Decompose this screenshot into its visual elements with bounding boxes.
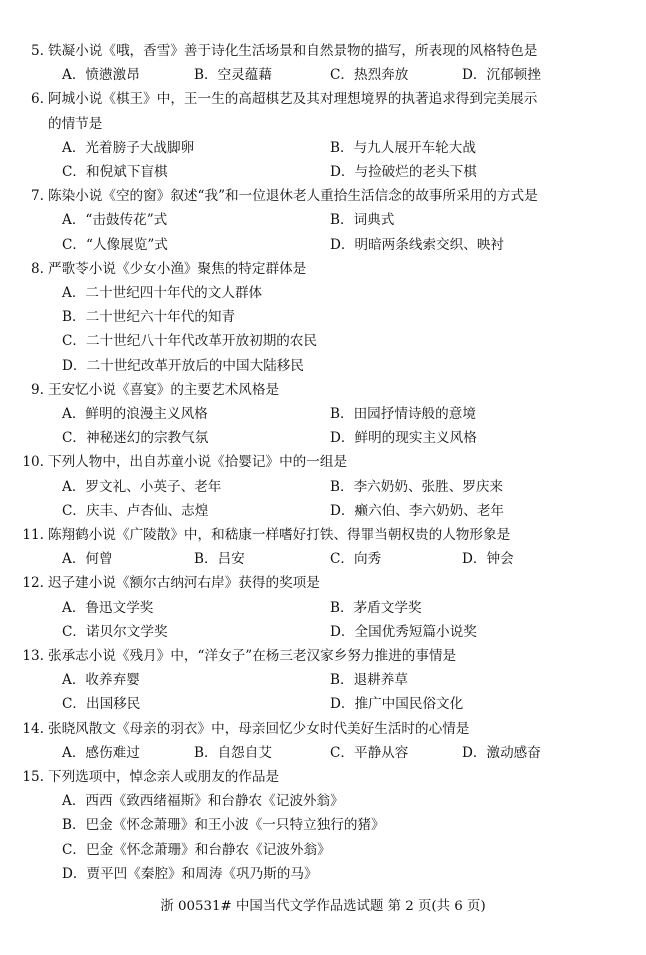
question-text: 下列人物中，出自苏童小说《拾婴记》中的一组是 (48, 454, 348, 471)
question-number: 6. (31, 91, 44, 108)
question-number: 15. (22, 769, 44, 785)
question-stem (18, 42, 537, 60)
question-text: 陈染小说《空的窗》叙述“我”和一位退休老人重拾生活信念的故事所采用的方式是 (48, 188, 538, 205)
answer-option: C．“人像展览”式 (62, 236, 168, 253)
question-number: 5. (31, 43, 44, 59)
question-number: 11. (22, 527, 44, 543)
answer-option: A．鲜明的浪漫主义风格 (62, 406, 208, 422)
answer-option: A．二十世纪四十年代的文人群体 (62, 285, 263, 301)
answer-option: C．平静从容 (330, 744, 409, 761)
answer-option: A．愤懑激昂 (62, 67, 140, 84)
question-number: 8. (31, 260, 44, 277)
question-stem (18, 647, 456, 665)
answer-option: B．田园抒情诗般的意境 (330, 406, 476, 422)
answer-option: D．贾平凹《秦腔》和周涛《巩乃斯的马》 (62, 865, 318, 882)
answer-option: D．钟会 (462, 551, 514, 568)
question-text: 王安忆小说《喜宴》的主要艺术风格是 (48, 381, 280, 398)
answer-option: B．词典式 (330, 212, 395, 229)
answer-option: B．二十世纪六十年代的知青 (62, 309, 236, 326)
question-text: 下列选项中，悼念亲人或朋友的作品是 (48, 769, 280, 785)
answer-option: D．全国优秀短篇小说奖 (330, 623, 477, 640)
question-stem (48, 115, 102, 133)
answer-option: A．光着膀子大战脚卵 (62, 139, 195, 156)
question-text: 严歌苓小说《少女小渔》聚焦的特定群体是 (48, 260, 307, 277)
question-number: 12. (22, 575, 44, 592)
question-text: 的情节是 (48, 115, 103, 132)
answer-option: D．鲜明的现实主义风格 (330, 430, 477, 447)
answer-option: A．收养弃婴 (62, 672, 140, 689)
question-text: 阿城小说《棋王》中，王一生的高超棋艺及其对理想境界的执著追求得到完美展示 (48, 91, 538, 108)
answer-option: A．感伤难过 (62, 744, 140, 761)
answer-option: C．二十世纪八十年代改革开放初期的农民 (62, 333, 318, 350)
answer-option: D．二十世纪改革开放后的中国大陆移民 (62, 357, 304, 374)
question-text: 张承志小说《残月》中，“洋女子”在杨三老汉家乡努力推进的事情是 (48, 648, 457, 664)
answer-option: B．李六奶奶、张胜、罗庆来 (330, 478, 504, 495)
answer-option: B．茅盾文学奖 (330, 599, 422, 616)
answer-option: C．诺贝尔文学奖 (62, 623, 168, 640)
question-stem (18, 768, 279, 786)
question-stem (18, 187, 538, 205)
answer-option: D．癞六伯、李六奶奶、老年 (330, 502, 505, 519)
answer-option: C．神秘迷幻的宗教气氛 (62, 430, 209, 447)
answer-option: A．鲁迅文学奖 (62, 599, 154, 616)
question-number: 7. (31, 188, 44, 205)
answer-option: A．西西《致西绪福斯》和台静农《记波外翁》 (62, 793, 344, 810)
question-text: 铁凝小说《哦，香雪》善于诗化生活场景和自然景物的描写，所表现的风格特色是 (48, 43, 538, 59)
answer-option: B．自怨自艾 (194, 744, 272, 761)
answer-option: D．明暗两条线索交织、映衬 (330, 236, 505, 253)
question-number: 14. (22, 720, 44, 737)
question-stem (18, 90, 537, 108)
answer-option: D．与捡破烂的老头下棋 (330, 164, 477, 180)
answer-option: D．沉郁顿挫 (462, 67, 541, 84)
question-text: 张晓风散文《母亲的羽衣》中，母亲回忆少女时代美好生活时的心情是 (48, 720, 470, 737)
answer-option: C．热烈奔放 (330, 67, 409, 84)
answer-option: D．推广中国民俗文化 (330, 696, 464, 713)
question-stem (18, 453, 347, 471)
answer-option: B．与九人展开车轮大战 (330, 139, 476, 156)
answer-option: A．“击鼓传花”式 (62, 212, 168, 229)
answer-option: C．巴金《怀念萧珊》和台静农《记波外翁》 (62, 841, 331, 858)
question-stem (18, 381, 279, 399)
answer-option: A．何曾 (62, 551, 113, 568)
answer-option: C．向秀 (330, 551, 382, 568)
question-number: 10. (22, 454, 44, 471)
answer-option: B．退耕养草 (330, 672, 408, 689)
answer-option: C．出国移民 (62, 696, 141, 713)
question-number: 13. (22, 648, 44, 664)
answer-option: B．巴金《怀念萧珊》和王小波《一只特立独行的猪》 (62, 817, 385, 834)
answer-option: B．吕安 (194, 551, 245, 568)
question-text: 陈翔鹤小说《广陵散》中，和嵇康一样嗜好打铁、得罪当朝权贵的人物形象是 (48, 527, 511, 543)
answer-option: D．激动感奋 (462, 744, 541, 761)
question-stem (18, 526, 510, 544)
page-footer: 浙 00531# 中国当代文学作品选试题 第 2 页(共 6 页) (160, 899, 486, 914)
answer-option: C．和倪斌下盲棋 (62, 164, 168, 180)
question-stem (18, 720, 469, 738)
answer-option: C．庆丰、卢杏仙、志煌 (62, 502, 209, 519)
question-text: 迟子建小说《额尔古纳河右岸》获得的奖项是 (48, 575, 320, 592)
answer-option: B．空灵蕴藉 (194, 67, 272, 84)
question-number: 9. (31, 381, 44, 398)
question-stem (18, 574, 320, 592)
answer-option: A．罗文礼、小英子、老年 (62, 478, 222, 495)
question-stem (18, 260, 306, 278)
